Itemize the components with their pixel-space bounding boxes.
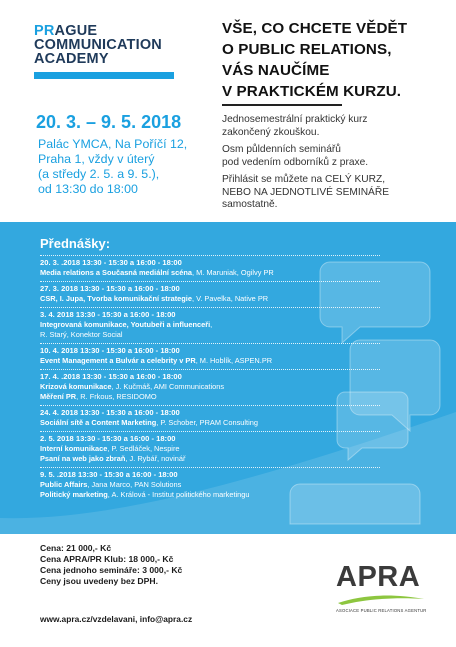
description-line: NEBO NA JEDNOTLIVÉ SEMINÁŘE [222,186,389,198]
lecture-date: 10. 4. 2018 13:30 - 15:30 a 16:00 - 18:00 [40,346,180,355]
topic-title: Interní komunikace [40,444,108,453]
topic-title: Sociální sítě a Content Marketing [40,418,157,427]
description-line: Jednosemestrální praktický kurz [222,114,368,125]
lecture-topic [40,454,380,464]
venue-line: (a středy 2. 5. a 9. 5.), [38,167,160,181]
description-line: Osm půldenních seminářů [222,144,341,155]
topic-title: Krizová komunikace [40,382,112,391]
contact-link[interactable]: www.apra.cz/vzdelavani, info@apra.cz [40,614,193,624]
lecture-date: 20. 3. .2018 13:30 - 15:30 a 16:00 - 18:00 [40,258,182,267]
lecture-topic [40,268,380,278]
venue-line: Palác YMCA, Na Poříčí 12, [38,137,188,151]
headline-line: VŠE, CO CHCETE VĚDĚT [222,20,408,37]
apra-wordmark: APRA [336,561,421,593]
lecture-date: 3. 4. 2018 13:30 - 15:30 a 16:00 - 18:00 [40,310,176,319]
topic-title: CSR, I. Jupa, Tvorba komunikační strategie [40,294,192,303]
lecture-item [40,281,380,307]
course-dates: 20. 3. – 9. 5. 2018 [36,112,182,132]
lecture-date: 27. 3. 2018 13:30 - 15:30 a 16:00 - 18:00 [40,284,180,293]
course-description [222,114,432,217]
price-line: Cena: 21 000,- Kč [40,543,112,553]
lecture-item [40,255,380,281]
apra-tagline: ASOCIACE PUBLIC RELATIONS AGENTUR [336,608,427,613]
topic-title: Psaní na web jako zbraň [40,454,126,463]
lecture-topic [40,294,380,304]
topic-speaker: , R. Frkous, RESIDOMO [76,392,157,401]
lecture-topic [40,444,380,454]
headline-line: V PRAKTICKÉM KURZU. [222,83,402,100]
lecture-item [40,307,380,343]
lecture-topic [40,382,380,392]
apra-swoosh-icon [336,593,426,607]
price-line: Cena APRA/PR Klub: 18 000,- Kč [40,554,174,564]
headline-line: VÁS NAUČÍME [222,62,330,79]
logo-underline [34,72,174,79]
description-line: Přihlásit se můžete na CELÝ KURZ, [222,174,386,185]
description-line: zakončený zkouškou. [222,126,320,138]
headline [222,18,447,106]
price-line: Ceny jsou uvedeny bez DPH. [40,576,158,586]
topic-title: Media relations a Současná mediální scéna [40,268,192,277]
apra-logo [336,562,426,613]
lecture-topic [40,480,380,490]
topic-speaker: , P. Sedláček, Nespire [107,444,180,453]
lecture-item [40,343,380,369]
description-paragraph [222,174,432,212]
topic-title: Měření PR [40,392,77,401]
lecture-topic [40,320,380,330]
topic-title: Integrovaná komunikace, Youtubeři a influenceři [40,320,211,329]
topic-title: Politický marketing [40,490,108,499]
logo-line-1 [34,24,184,38]
lecture-item [40,431,380,467]
logo-rest: AGUE [54,23,98,39]
lecture-date: 17. 4. .2018 13:30 - 15:30 a 16:00 - 18:00 [40,372,182,381]
venue [38,137,203,197]
topic-speaker: R. Starý, Konektor Social [40,330,123,339]
venue-line: od 13:30 do 18:00 [38,182,138,196]
price-line: Cena jednoho semináře: 3 000,- Kč [40,565,183,575]
topic-speaker: , J. Kučmáš, AMI Communications [111,382,225,391]
venue-line: Praha 1, vždy v úterý [38,152,155,166]
topic-speaker: , Jana Marco, PAN Solutions [87,480,182,489]
logo-accent: PR [34,23,55,39]
lecture-date: 24. 4. 2018 13:30 - 15:30 a 16:00 - 18:00 [40,408,180,417]
topic-speaker: , P. Schober, PRAM Consulting [156,418,258,427]
lecture-date: 2. 5. 2018 13:30 - 15:30 a 16:00 - 18:00 [40,434,176,443]
lectures-title: Přednášky: [40,236,111,251]
lecture-item [40,405,380,431]
topic-speaker: , V. Pavelka, Native PR [191,294,269,303]
lecture-topic [40,330,380,340]
logo-line-3: ACADEMY [34,51,109,67]
lectures-list [40,236,380,503]
description-line: pod vedením odborníků z praxe. [222,156,369,168]
lecture-topic [40,490,380,500]
lecture-item [40,369,380,405]
lecture-topic [40,392,380,402]
headline-line: O PUBLIC RELATIONS, [222,41,392,58]
logo-line-2: COMMUNICATION [34,37,162,53]
lecture-item [40,467,380,503]
topic-speaker: , J. Rybář, novinář [125,454,186,463]
description-paragraph [222,114,432,139]
lecture-date: 9. 5. .2018 13:30 - 15:30 a 16:00 - 18:00 [40,470,178,479]
academy-logo [34,24,184,79]
topic-speaker: , M. Maruniak, Ogilvy PR [191,268,274,277]
topic-title: Event Management a Bulvár a celebrity v PR [40,356,196,365]
lecture-topic [40,418,380,428]
topic-speaker: , M. Hoblík, ASPEN.PR [195,356,273,365]
headline-rule [222,104,342,106]
description-line: samostatně. [222,199,278,210]
topic-title: Public Affairs [40,480,88,489]
topic-speaker: , A. Králová - Institut politického marketingu [107,490,250,499]
prices [40,543,182,587]
description-paragraph [222,144,432,169]
lecture-topic [40,356,380,366]
topic-speaker: , [210,320,213,329]
